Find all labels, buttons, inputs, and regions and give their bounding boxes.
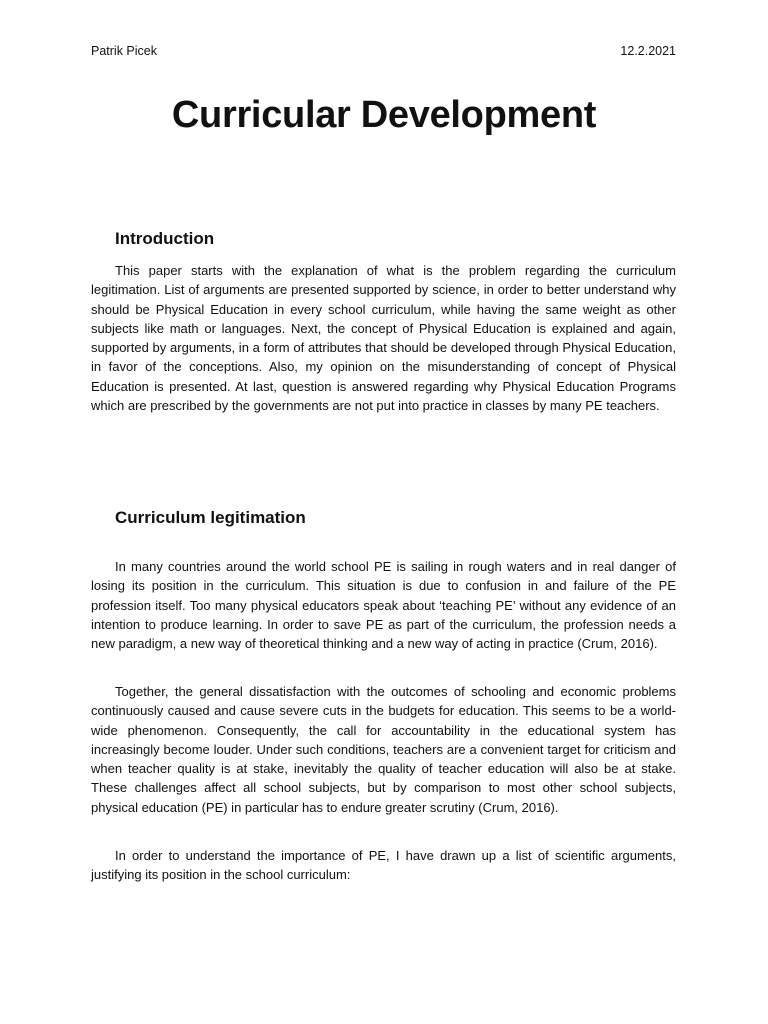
legitimation-paragraph-2: Together, the general dissatisfaction with the outcomes of schooling and economic problems continuously caused and cause severe cuts in the budgets for education. This seems to be a world-wide phenomenon. Consequently, the call for accountability in the educational system has increasingly become louder. Under such conditions, teachers are a convenient target for criticism and when teacher quality is at stake, inevitably the quality of teacher education will also be at stake. These challenges affect all school subjects, but by comparison to most other school subjects, physical education (PE) in particular has to endure greater scrutiny (Crum, 2016).	[91, 684, 676, 815]
document-title: Curricular Development	[171, 94, 597, 136]
introduction-paragraph: This paper starts with the explanation of what is the problem regarding the curriculum legitimation. List of arguments are presented supported by science, in order to better understand why should be Physical Education in every school curriculum, while having the same weight as other subjects like math or languages. Next, the concept of Physical Education is explained and again, supported by arguments, in a form of attributes that should be developed through Physical Education, in favor of the conceptions. Also, my opinion on the misunderstanding of concept of Physical Education is presented. At last, question is answered regarding why Physical Education Programs which are prescribed by the governments are not put into practice in classes by many PE teachers.	[91, 263, 676, 414]
section-heading-curriculum-legitimation: Curriculum legitimation	[115, 508, 306, 527]
page-header	[91, 43, 676, 59]
section-heading-introduction: Introduction	[115, 229, 215, 248]
legitimation-paragraph-1: In many countries around the world school PE is sailing in rough waters and in real danger of losing its position in the curriculum. This situation is due to confusion in and failure of the PE profession itself. Too many physical educators speak about ‘teaching PE’ without any evidence of an intention to produce learning. In order to save PE as part of the curriculum, the profession needs a new paradigm, a new way of theoretical thinking and a new way of acting in practice (Crum, 2016).	[91, 559, 676, 652]
author-name: Patrik Picek	[91, 44, 157, 58]
legitimation-paragraph-3: In order to understand the importance of PE, I have drawn up a list of scientific arguments, justifying its position in the school curriculum:	[91, 848, 676, 883]
document-date: 12.2.2021	[620, 44, 676, 58]
